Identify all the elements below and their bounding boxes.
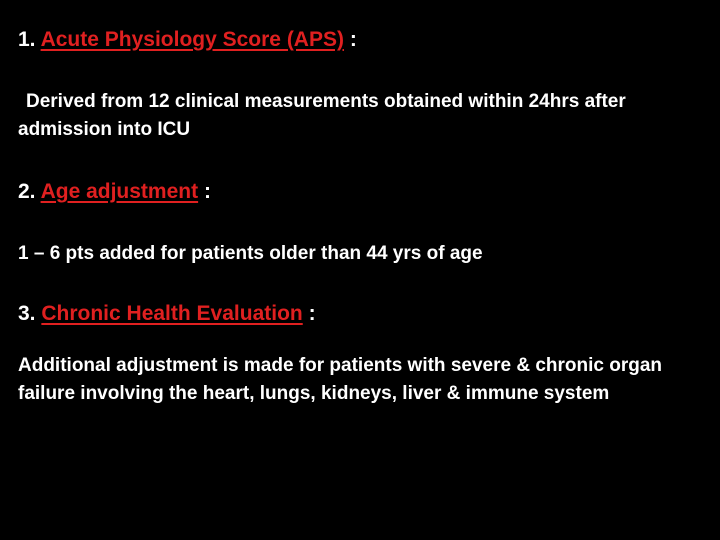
section-1-colon: : (349, 28, 357, 51)
section-3-title: Chronic Health Evaluation (41, 302, 303, 325)
section-2-number: 2. (18, 180, 36, 203)
section-2-heading (18, 178, 708, 206)
section-3-body: Additional adjustment is made for patients with severe & chronic organ failure involving the heart, lungs, kidneys, liver & immune system (18, 355, 663, 404)
section-2-colon: : (203, 180, 211, 203)
section-3-number: 3. (18, 302, 36, 325)
section-3-colon: : (308, 302, 316, 325)
section-1-title: Acute Physiology Score (APS) (40, 28, 344, 51)
section-3-heading (18, 300, 708, 328)
section-2-title: Age adjustment (40, 180, 199, 203)
section-2-body: 1 – 6 pts added for patients older than 44 yrs of age (18, 243, 483, 264)
section-1-number: 1. (18, 28, 36, 51)
section-1-heading (18, 26, 708, 54)
section-1-body: Derived from 12 clinical measurements obtained within 24hrs after admission into ICU (18, 91, 626, 140)
